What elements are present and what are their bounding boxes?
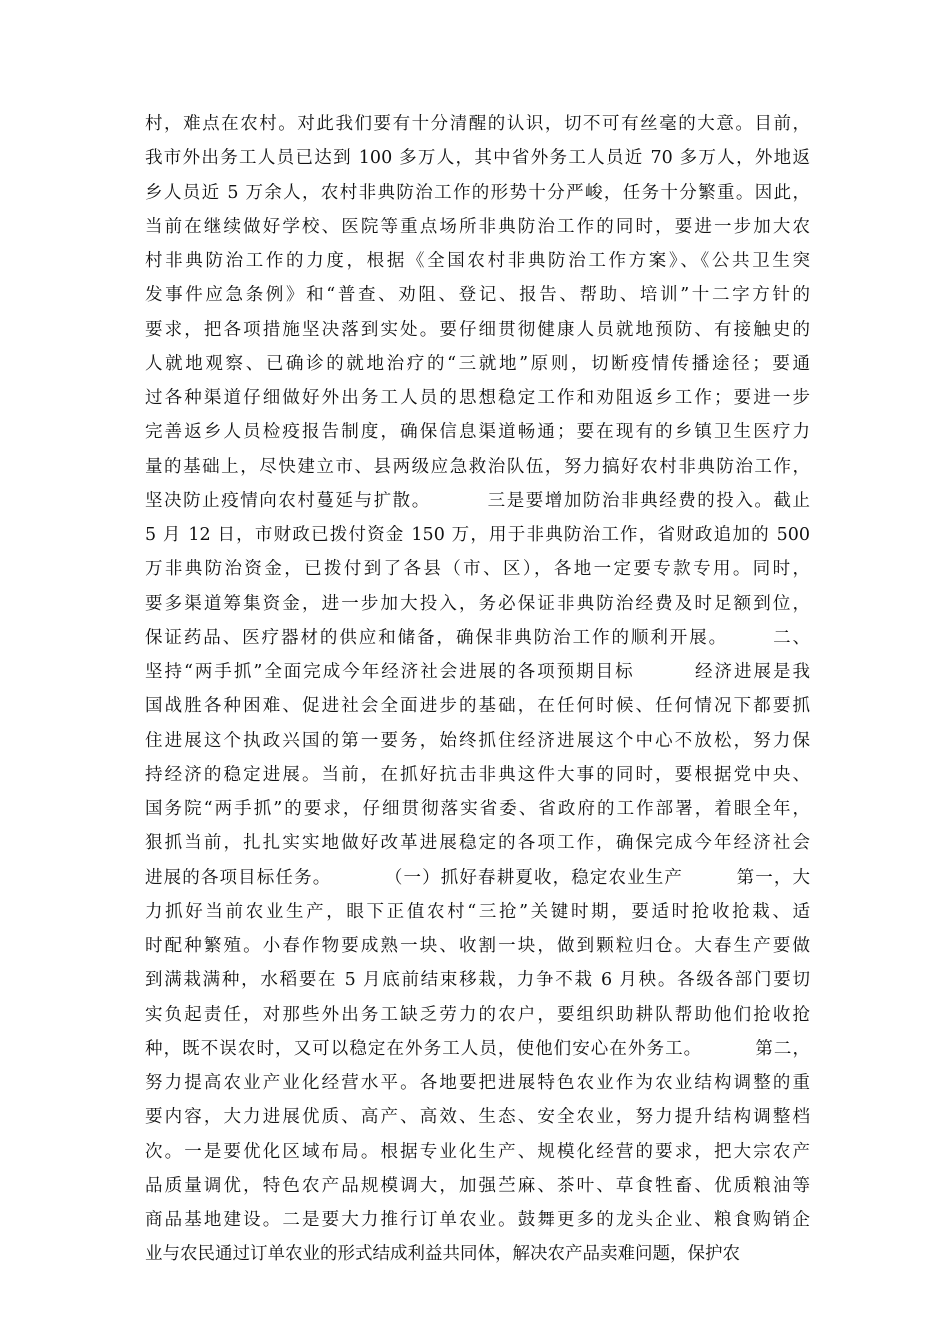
text-line: 要求，把各项措施坚决落到实处。要仔细贯彻健康人员就地预防、有接触史的 bbox=[145, 319, 810, 340]
text-line: 住进展这个执政兴国的第一要务，始终抓住经济进展这个中心不放松，努力保 bbox=[145, 730, 810, 751]
text-line: 我市外出务工人员已达到 100 多万人，其中省外务工人员近 70 多万人，外地返 bbox=[145, 148, 810, 169]
body-text bbox=[145, 107, 810, 1272]
text-line: 乡人员近 5 万余人，农村非典防治工作的形势十分严峻，任务十分繁重。因此， bbox=[145, 182, 810, 203]
text-line: 发事件应急条例》和“普查、劝阻、登记、报告、帮助、培训”十二字方针的 bbox=[145, 285, 810, 306]
text-line: 保证药品、医疗器材的供应和储备，确保非典防治工作的顺利开展。 二、 bbox=[145, 627, 810, 648]
text-line: 要多渠道筹集资金，进一步加大投入，务必保证非典防治经费及时足额到位， bbox=[145, 593, 810, 614]
text-line: 商品基地建设。二是要大力推行订单农业。鼓舞更多的龙头企业、粮食购销企 bbox=[145, 1210, 810, 1230]
text-line: 实负起责任，对那些外出务工缺乏劳力的农户，要组织助耕队帮助他们抢收抢 bbox=[145, 1004, 810, 1025]
text-line: 狠抓当前，扎扎实实地做好改革进展稳定的各项工作，确保完成今年经济社会 bbox=[145, 833, 810, 854]
text-line: 当前在继续做好学校、医院等重点场所非典防治工作的同时，要进一步加大农 bbox=[145, 216, 810, 237]
text-line: 要内容，大力进展优质、高产、高效、生态、安全农业，努力提升结构调整档 bbox=[145, 1107, 810, 1128]
text-line: 到满栽满种，水稻要在 5 月底前结束移栽，力争不栽 6 月秧。各级各部门要切 bbox=[145, 970, 810, 991]
text-line: 时配种繁殖。小春作物要成熟一块、收割一块，做到颗粒归仓。大春生产要做 bbox=[145, 936, 810, 956]
text-line: 持经济的稳定进展。当前，在抓好抗击非典这件大事的同时，要根据党中央、 bbox=[145, 764, 810, 785]
text-line: 力抓好当前农业生产，眼下正值农村“三抢”关键时期，要适时抢收抢栽、适 bbox=[145, 901, 810, 922]
text-line: 村非典防治工作的力度，根据《全国农村非典防治工作方案》、《公共卫生突 bbox=[145, 251, 810, 271]
text-line: 过各种渠道仔细做好外出务工人员的思想稳定工作和劝阻返乡工作；要进一步 bbox=[145, 388, 810, 408]
text-line: 5 月 12 日，市财政已拨付资金 150 万，用于非典防治工作，省财政追加的 500 bbox=[145, 525, 810, 545]
text-line: 坚决防止疫情向农村蔓延与扩散。 三是要增加防治非典经费的投入。截止 bbox=[145, 490, 810, 511]
text-line: 进展的各项目标任务。 （一）抓好春耕夏收，稳定农业生产 第一，大 bbox=[145, 867, 810, 888]
text-line: 种，既不误农时，又可以稳定在外务工人员，使他们安心在外务工。 第二， bbox=[145, 1038, 810, 1059]
text-line: 村，难点在农村。对此我们要有十分清醒的认识，切不可有丝毫的大意。目前， bbox=[145, 114, 810, 134]
text-line: 国战胜各种困难、促进社会全面进步的基础，在任何时候、任何情况下都要抓 bbox=[145, 696, 810, 717]
text-line: 坚持“两手抓”全面完成今年经济社会进展的各项预期目标 经济进展是我 bbox=[145, 662, 810, 682]
text-line: 国务院“两手抓”的要求，仔细贯彻落实省委、省政府的工作部署，着眼全年， bbox=[145, 799, 810, 819]
text-line: 人就地观察、已确诊的就地治疗的“三就地”原则，切断疫情传播途径；要通 bbox=[145, 353, 810, 374]
text-line: 次。一是要优化区域布局。根据专业化生产、规模化经营的要求，把大宗农产 bbox=[145, 1141, 810, 1162]
text-line: 量的基础上，尽快建立市、县两级应急救治队伍，努力搞好农村非典防治工作， bbox=[145, 456, 810, 477]
text-line: 努力提高农业产业化经营水平。各地要把进展特色农业作为农业结构调整的重 bbox=[145, 1073, 810, 1093]
text-line: 品质量调优，特色农产品规模调大，加强苎麻、茶叶、草食牲畜、优质粮油等 bbox=[145, 1175, 810, 1196]
text-line: 完善返乡人员检疫报告制度，确保信息渠道畅通；要在现有的乡镇卫生医疗力 bbox=[145, 422, 810, 443]
text-line: 万非典防治资金，已拨付到了各县（市、区），各地一定要专款专用。同时， bbox=[145, 559, 810, 580]
text-line: 业与农民通过订单农业的形式结成利益共同体，解决农产品卖难问题，保护农 bbox=[145, 1244, 740, 1265]
